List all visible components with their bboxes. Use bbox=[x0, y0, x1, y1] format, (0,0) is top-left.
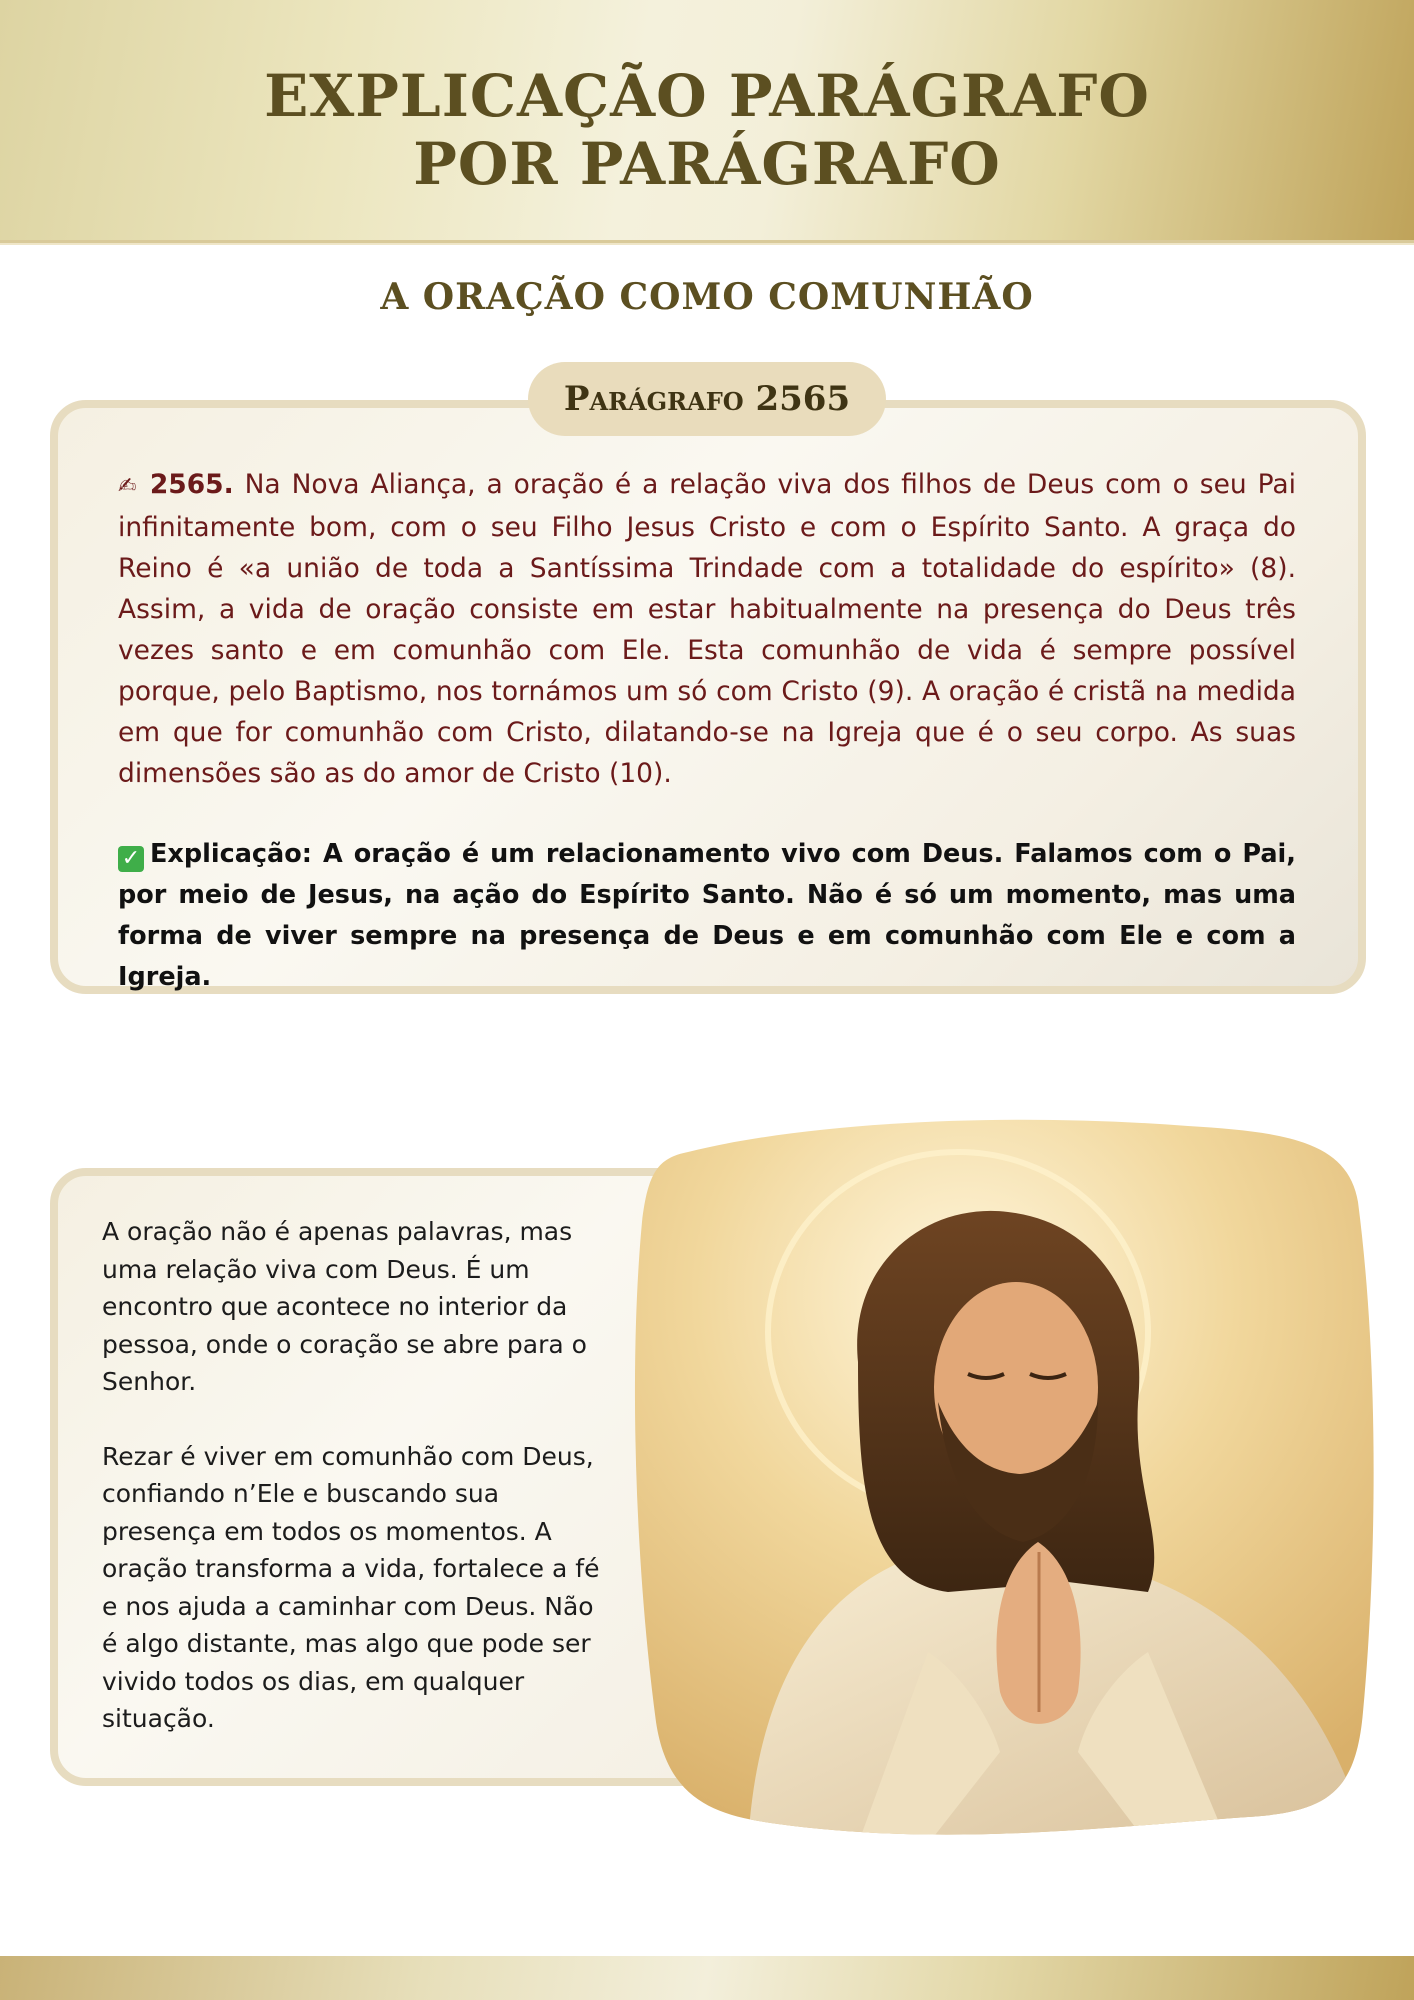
paragraph-number: 2565. bbox=[149, 469, 234, 500]
paragraph-text: Na Nova Aliança, a oração é a relação viva dos filhos de Deus com o seu Pai infinitamente bom, com o seu Filho Jesus Cristo e com o Espírito Santo. A graça do Reino é «a união de toda a Santíssima Trindade com a totalidade do espírito» (8). Assim, a vida de oração consiste em estar habitualmente na presença do Deus três vezes santo e em comunhão com Ele. Esta comunhão de vida é sempre possível porque, pelo Baptismo, nos tornámos um só com Cristo (9). A oração é cristã na medida em que for comunhão com Cristo, dilatando-se na Igreja que é o seu corpo. As suas dimensões são as do amor de Cristo (10). bbox=[118, 469, 1296, 789]
page-title bbox=[0, 62, 1414, 198]
explanation-block bbox=[118, 834, 1296, 998]
page-footer bbox=[0, 1956, 1414, 2000]
page-title-line1: EXPLICAÇÃO PARÁGRAFO bbox=[264, 62, 1150, 130]
page-header bbox=[0, 0, 1414, 243]
page-title-line2: POR PARÁGRAFO bbox=[413, 130, 1001, 198]
section-title: A ORAÇÃO COMO COMUNHÃO bbox=[380, 276, 1034, 318]
praying-jesus-painting bbox=[628, 1112, 1380, 1844]
paragraph-badge: Parágrafo 2565 bbox=[528, 362, 886, 436]
reflection-text bbox=[102, 1213, 602, 1775]
explanation-label: Explicação: bbox=[150, 839, 312, 869]
check-mark-icon: ✓ bbox=[118, 846, 144, 872]
reflection-paragraph-1: A oração não é apenas palavras, mas uma relação viva com Deus. É um encontro que acontece no interior da pessoa, onde o coração se abre para o Senhor. bbox=[102, 1217, 587, 1396]
reflection-paragraph-2: Rezar é viver em comunhão com Deus, confiando n’Ele e buscando sua presença em todos os momentos. A oração transforma a vida, fortalece a fé e nos ajuda a caminhar com Deus. Não é algo distante, mas algo que pode ser vivido todos os dias, em qualquer situação. bbox=[102, 1441, 600, 1733]
explanation-text: A oração é um relacionamento vivo com Deus. Falamos com o Pai, por meio de Jesus, na ação do Espírito Santo. Não é só um momento, mas uma forma de viver sempre na presença de Deus e em comunhão com Ele e com a Igreja. bbox=[118, 839, 1296, 992]
paragraph-text-block bbox=[118, 464, 1296, 794]
writing-hand-icon: ✍ bbox=[118, 474, 139, 499]
